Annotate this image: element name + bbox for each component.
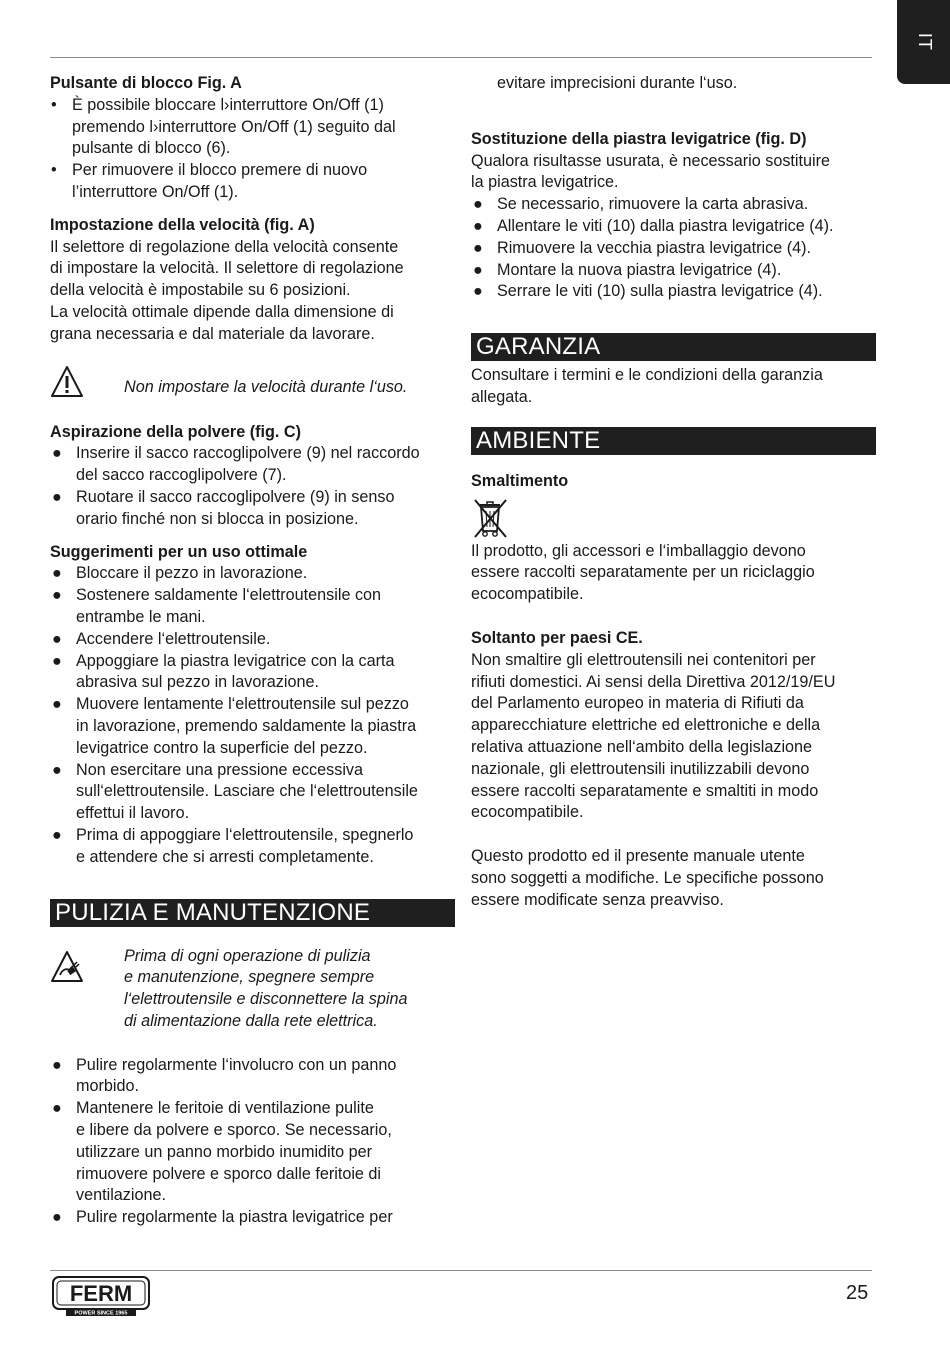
speed-text: Il selettore di regolazione della velocità consente di impostare la velocità. Il selettore di regolazione della velocità è impostabile su 6 posizioni. La velocità ottimale dipende dalla dimensione di grana necessaria e dal materiale da lavorare. bbox=[50, 237, 404, 343]
header-rule bbox=[50, 57, 872, 58]
language-code: IT bbox=[914, 32, 935, 51]
weee-bin-icon bbox=[471, 497, 509, 539]
list-item: ● Muovere lentamente l‘elettroutensile sul pezzo in lavorazione, premendo saldamente la piastra levigatrice contro la superficie del pezzo. bbox=[52, 695, 417, 757]
list-item: ● Bloccare il pezzo in lavorazione. bbox=[52, 564, 308, 583]
list-item: ● Sostenere saldamente l‘elettroutensile con entrambe le mani. bbox=[52, 586, 382, 626]
list-item: ● Rimuovere la vecchia piastra levigatrice (4). bbox=[473, 238, 811, 257]
list-item: ● Se necessario, rimuovere la carta abrasiva. bbox=[473, 195, 809, 214]
list-item: ● Prima di appoggiare l‘elettroutensile, spegnerlo e attendere che si arresti completamente. bbox=[52, 825, 414, 866]
unplug-warning-icon bbox=[50, 950, 84, 984]
plate-heading: Sostituzione della piastra levigatrice (fig. D) bbox=[471, 129, 807, 148]
ce-heading: Soltanto per paesi CE. bbox=[471, 628, 643, 647]
cleaning-list bbox=[50, 1055, 455, 1229]
language-tab bbox=[897, 0, 950, 84]
list-item: ● Inserire il sacco raccoglipolvere (9) nel raccordo del sacco raccoglipolvere (7). bbox=[52, 444, 420, 485]
environment-section-title: AMBIENTE bbox=[471, 427, 876, 455]
svg-text:FERM: FERM bbox=[69, 1281, 133, 1306]
svg-text:POWER SINCE 1965: POWER SINCE 1965 bbox=[74, 1310, 128, 1317]
warranty-text: Consultare i termini e le condizioni della garanzia allegata. bbox=[471, 366, 823, 406]
list-item: ● Montare la nuova piastra levigatrice (4). bbox=[473, 260, 782, 279]
list-item: ● Serrare le viti (10) sulla piastra levigatrice (4). bbox=[473, 282, 823, 301]
speed-heading: Impostazione della velocità (fig. A) bbox=[50, 215, 315, 234]
disclaimer-text: Questo prodotto ed il presente manuale utente sono soggetti a modifiche. Le specifiche possono essere modificate senza preavviso. bbox=[471, 847, 824, 909]
ferm-logo bbox=[52, 1276, 150, 1317]
footer-rule bbox=[50, 1270, 872, 1271]
cleaning-section-title: PULIZIA E MANUTENZIONE bbox=[50, 899, 455, 927]
list-item: ● Allentare le viti (10) dalla piastra levigatrice (4). bbox=[473, 216, 834, 235]
ce-text: Non smaltire gli elettroutensili nei contenitori per rifiuti domestici. Ai sensi della Direttiva 2012/19/EU del Parlamento europeo in materia di Rifiuti da apparecchiature elettriche ed elettroniche e della relativa attuazione nell‘ambito della legislazione nazionale, gli elettroutensili inutilizzabili devono essere raccolti separatamente e smaltiti in modo ecocompatibile. bbox=[471, 650, 836, 822]
tips-heading: Suggerimenti per un uso ottimale bbox=[50, 542, 308, 561]
dust-list bbox=[50, 443, 455, 530]
dust-heading: Aspirazione della polvere (fig. C) bbox=[50, 422, 301, 441]
list-item: ● Mantenere le feritoie di ventilazione pulite e libere da polvere e sporco. Se necessario, utilizzare un panno morbido inumidito per rimuovere polvere e sporco dalle feritoie di ventilazione. bbox=[52, 1099, 392, 1205]
list-item: ● Ruotare il sacco raccoglipolvere (9) in senso orario finché non si blocca in posizione. bbox=[52, 487, 395, 528]
left-column bbox=[50, 73, 455, 1229]
continuation-text: evitare imprecisioni durante l‘uso. bbox=[497, 74, 738, 92]
list-item: • È possibile bloccare l›interruttore On/Off (1) premendo l›interruttore On/Off (1) seguito dal pulsante di blocco (6). bbox=[51, 95, 396, 158]
list-item: ● Accendere l‘elettroutensile. bbox=[52, 629, 271, 648]
tips-list bbox=[50, 563, 455, 868]
list-item: ● Pulire regolarmente la piastra levigatrice per bbox=[52, 1208, 393, 1227]
lock-list bbox=[50, 95, 455, 204]
speed-warning: Non impostare la velocità durante l‘uso. bbox=[50, 369, 455, 413]
lock-heading: Pulsante di blocco Fig. A bbox=[50, 74, 242, 92]
plate-list bbox=[471, 194, 876, 303]
list-item: ● Non esercitare una pressione eccessiva sull‘elettroutensile. Lasciare che l‘elettroutensile effettui il lavoro. bbox=[52, 760, 418, 823]
plate-text: Qualora risultasse usurata, è necessario sostituire la piastra levigatrice. bbox=[471, 151, 830, 192]
list-item: • Per rimuovere il blocco premere di nuovo l’interruttore On/Off (1). bbox=[51, 161, 368, 201]
disposal-text: Il prodotto, gli accessori e l‘imballaggio devono essere raccolti separatamente per un riciclaggio ecocompatibile. bbox=[471, 541, 815, 604]
list-item: ● Appoggiare la piastra levigatrice con la carta abrasiva sul pezzo in lavorazione. bbox=[52, 651, 395, 692]
list-item: ● Pulire regolarmente l‘involucro con un panno morbido. bbox=[52, 1055, 397, 1096]
right-column bbox=[471, 73, 876, 912]
warranty-section-title: GARANZIA bbox=[471, 333, 876, 361]
page-number: 25 bbox=[846, 1282, 869, 1304]
disposal-heading: Smaltimento bbox=[471, 471, 569, 490]
warning-icon bbox=[50, 365, 84, 399]
cleaning-warning: Prima di ogni operazione di pulizia e manutenzione, spegnere sempre l‘elettroutensile e disconnettere la spina di alimentazione dalla rete elettrica. bbox=[50, 946, 455, 1033]
